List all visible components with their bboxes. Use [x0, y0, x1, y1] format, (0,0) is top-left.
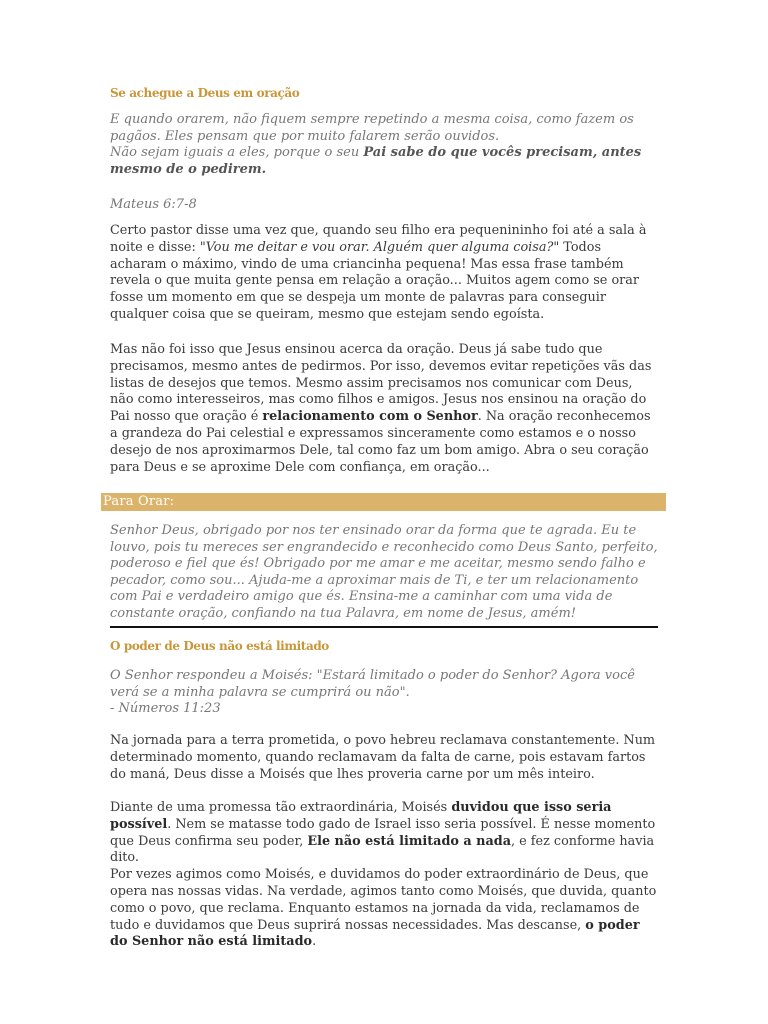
prayer-heading-band — [101, 493, 666, 511]
emphasis-text: duvidou que isso seria possível — [110, 800, 612, 832]
verse-emphasis: Pai sabe do que vocês precisam, antes mesmo de o pedirem. — [110, 145, 642, 177]
prayer-heading: Para Orar: — [103, 494, 175, 509]
verse-matthew — [110, 112, 658, 178]
paragraph-text: Certo pastor disse uma vez que, quando seu filho era pequenininho foi até a sala à noite e disse: " — [110, 223, 647, 255]
verse-line: E quando orarem, não fiquem sempre repetindo a mesma coisa, como fazem os pagãos. Eles pensam que por muito falarem serão ouvidos. — [110, 112, 634, 144]
emphasis-text: Ele não está limitado a nada — [307, 833, 511, 849]
emphasis-text: o poder do Senhor não está limitado — [110, 917, 640, 950]
verse-numbers — [110, 668, 658, 718]
divider — [110, 626, 658, 628]
paragraph-text: . Na oração reconhecemos a grandeza do Pai celestial e expressamos sinceramente como estamos e o nosso desejo de nos aproximarmos Dele, tal como faz um bom amigo. Abra o seu coração para Deus e se aproxime Dele com confiança, em oração... — [110, 409, 651, 475]
paragraph-text: Diante de uma promessa tão extraordinária, Moisés — [110, 800, 452, 815]
emphasis-text: relacionamento com o Senhor — [262, 409, 478, 425]
paragraph-2 — [110, 342, 658, 476]
paragraph-text: . — [312, 934, 317, 950]
paragraph-text: Mas não foi isso que Jesus ensinou acerca da oração. Deus já sabe tudo que precisamos, mesmo antes de pedirmos. Por isso, devemos evitar repetições vãs das listas de desejos que temos. Mesmo assim precisamos nos comunicar com Deus, não como interesseiros, mas como filhos e amigos. Jesus nos ensinou na oração do Pai nosso que oração é — [110, 342, 652, 425]
prayer-text: Senhor Deus, obrigado por nos ter ensinado orar da forma que te agrada. Eu te louvo, pois tu mereces ser engrandecido e reconhecido como Deus Santo, perfeito, poderoso e fiel que és! Obrigado por me amar e me aceitar, mesmo sendo falho e pecador, como sou... Ajuda-me a aproximar mais de Ti, e ter um relacionamento com Pai e verdadeiro amigo que és. Ensina-me a caminhar com uma vida de constante oração, confiando na tua Palavra, em nome de Jesus, amém! — [110, 523, 658, 621]
quote-text: Vou me deitar e vou orar. Alguém quer alguma coisa? — [205, 239, 554, 255]
paragraph-4 — [110, 800, 658, 951]
paragraph-text: . Nem se matasse todo gado de Israel isso seria possível. É nesse momento que Deus confirma seu poder, — [110, 816, 656, 849]
paragraph-text: Por vezes agimos como Moisés, e duvidamos do poder extraordinário de Deus, que opera nas nossas vidas. Na verdade, agimos tanto como Moisés, que duvida, quanto como o povo, que reclama. Enquanto estamos na jornada da vida, reclamamos de tudo e duvidamos que Deus suprirá nossas necessidades. Mas descanse, — [110, 867, 657, 933]
verse-line: Não sejam iguais a eles, porque o seu — [110, 145, 364, 160]
section-title-prayer: Se achegue a Deus em oração — [110, 86, 300, 100]
paragraph-3: Na jornada para a terra prometida, o povo hebreu reclamava constantemente. Num determinado momento, quando reclamavam da falta de carne, pois estavam fartos do maná, Deus disse a Moisés que lhes proveria carne por um mês inteiro. — [110, 733, 656, 782]
paragraph-1 — [110, 223, 658, 324]
verse-reference: Mateus 6:7-8 — [110, 197, 197, 212]
paragraph-text: " Todos acharam o máximo, vindo de uma criancinha pequena! Mas essa frase também revela o que muita gente pensa em relação a oração... Muitos agem como se orar fosse um momento em que se despeja um monte de palavras para conseguir qualquer coisa que se queiram, mesmo que estejam sendo egoísta. — [110, 239, 640, 322]
verse-reference: - Números 11:23 — [110, 701, 221, 716]
paragraph-text: , e fez conforme havia dito. — [110, 833, 655, 866]
verse-line: O Senhor respondeu a Moisés: "Estará limitado o poder do Senhor? Agora você verá se a minha palavra se cumprirá ou não". — [110, 668, 635, 700]
section-title-power: O poder de Deus não está limitado — [110, 639, 329, 653]
